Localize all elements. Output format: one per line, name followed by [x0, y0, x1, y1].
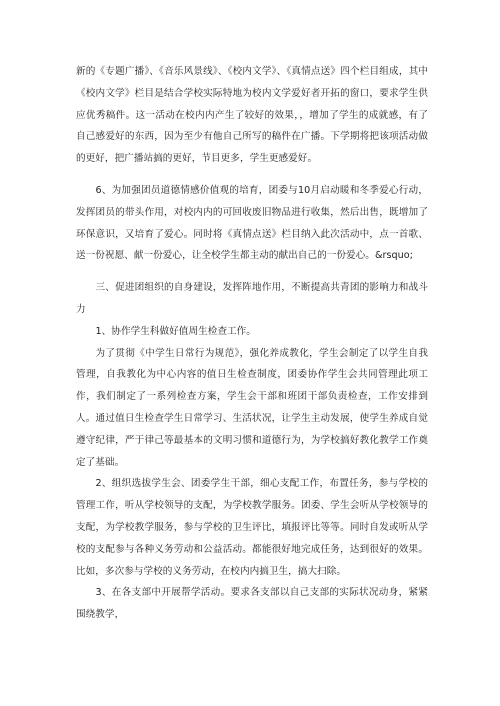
section-heading-3: 三、促进团组织的自身建设，发挥阵地作用，不断提高共青团的影响力和战斗力: [76, 282, 428, 315]
paragraph-item-3: 3、在各支部中开展帮学活动。要求各支部以自己支部的实际状况动身，紧紧围绕教学，: [76, 587, 428, 621]
paragraph-item-1-body: 为了贯彻《中学生日常行为规范》，强化养成教化，学生会制定了以学生自我管理，自我教化为中心内容的值日生检查制度，团委协作学生会共同管理此项工作，我们制定了一系列检查方案，学生会干部和班团干部负责检查，工作安排到人。通过值日生检查学生日常学习、生活状况，让学生主动发展，使学生养成自觉遵守纪律，严于律己等最基本的文明习惯和道德行为，为学校搞好教化教学工作奠定了基础。: [76, 347, 428, 468]
document-body: [76, 61, 428, 626]
paragraph-item-1-heading: 1、协作学生科做好值周生检查工作。: [95, 325, 256, 337]
paragraph-column-intro: 新的《专题广播》、《音乐风景线》、《校内文学》、《真情点送》四个栏目组成，其中《校内文学》栏目是结合学校实际特地为校内文学爱好者开拓的窗口，要求学生供应优秀稿件。这一活动在校内内产生了较好的效果，，增加了学生的成就感，有了自己感爱好的东西，因为至少有他自己所写的稿件在广播。下学期将把该项活动做的更好，把广播站搞的更好，节目更多，学生更感爱好。: [76, 66, 428, 165]
paragraph-item-6: 6、为加强团员道德情感价值观的培育，团委与10月启动暖和冬季爱心行动，发挥团员的带头作用，对校内内的可回收废旧物品进行收集，然后出售，既增加了环保意识，又培育了爱心。同时将《真情点送》栏目纳入此次活动中，点一首歌、送一份祝愿、献一份爱心，让全校学生都主动的献出自己的一份爱心。&rsquo;: [76, 184, 428, 262]
paragraph-item-2: 2、组织选拔学生会、团委学生干部，细心支配工作，布置任务，参与学校的管理工作，听从学校领导的支配，为学校教学服务。团委、学生会听从学校领导的支配，为学校教学服务，参与学校的卫生评比，填报评比等等。同时自发或听从学校的支配参与各种义务劳动和公益活动。都能很好地完成任务，达到很好的效果。比如，多次参与学校的义务劳动，在校内内搞卫生，搞大扫除。: [76, 478, 428, 577]
